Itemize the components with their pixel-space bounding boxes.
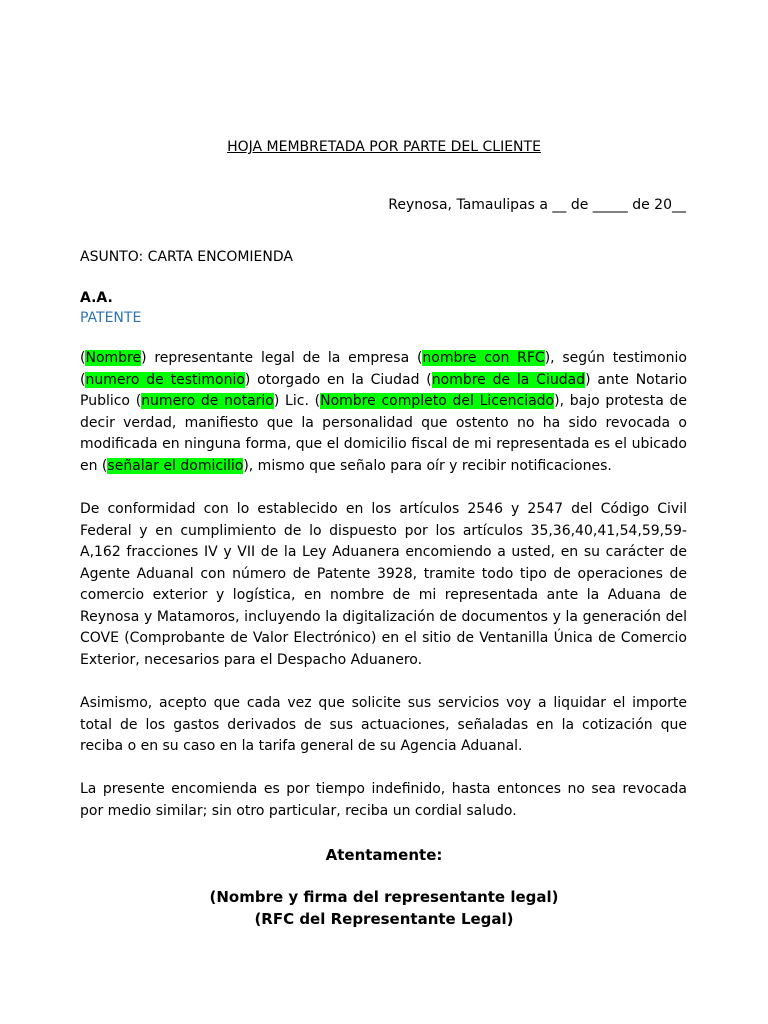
placeholder-numero-testimonio: numero de testimonio bbox=[85, 371, 245, 388]
date-line: Reynosa, Tamaulipas a __ de _____ de 20__ bbox=[388, 197, 686, 213]
placeholder-nombre-ciudad: nombre de la Ciudad bbox=[431, 371, 586, 388]
text-segment: ) ante Notario Publico ( bbox=[80, 371, 688, 409]
text-segment: ) Lic. ( bbox=[273, 393, 321, 409]
text-segment: ), según testimonio ( bbox=[80, 350, 687, 388]
placeholder-nombre-licenciado: Nombre completo del Licenciado bbox=[320, 393, 555, 409]
closing-salutation: Atentamente: bbox=[325, 846, 443, 864]
subject-line: ASUNTO: CARTA ENCOMIENDA bbox=[80, 249, 293, 265]
paragraph-legal-basis: De conformidad con lo establecido en los artículos 2546 y 2547 del Código Civil Federal y en cumplimiento de lo dispuesto por los artículos 35,36,40,41,54,59,59-A,162 fracciones IV y VII de la Ley Aduanera encomiendo a usted, en su carácter de Agente Aduanal con número de Patente 3928, tramite todo tipo de operaciones de comercio exterior y logística, en nombre de mi representada ante la Aduana de Reynosa y Matamoros, incluyendo la digitalización de documentos y la generación del COVE (Comprobante de Valor Electrónico) en el sitio de Ventanilla Única de Comercio Exterior, necesarios para el Despacho Aduanero. bbox=[80, 501, 687, 668]
signature-placeholder: (Nombre y firma del representante legal) bbox=[209, 888, 559, 906]
text-segment: ) otorgado en la Ciudad ( bbox=[244, 371, 432, 388]
placeholder-nombre: Nombre bbox=[85, 350, 142, 366]
text-segment: ), mismo que señalo para oír y recibir notificaciones. bbox=[243, 457, 612, 474]
rfc-placeholder: (RFC del Representante Legal) bbox=[254, 910, 514, 928]
letterhead-title: HOJA MEMBRETADA POR PARTE DEL CLIENTE bbox=[227, 139, 541, 155]
placeholder-numero-notario: numero de notario bbox=[141, 393, 274, 409]
paragraph-payment: Asimismo, acepto que cada vez que solicite sus servicios voy a liquidar el importe total de los gastos derivados de sus actuaciones, señaladas en la cotización que reciba o en su caso en la tarifa general de su Agencia Aduanal. bbox=[80, 695, 687, 754]
text-segment: ), bajo protesta de decir verdad, manifiesto que la personalidad que ostento no ha sido revocada o modificada en ninguna forma, que el domicilio fiscal de mi representada es el ubicado en ( bbox=[80, 393, 687, 474]
paragraph-validity: La presente encomienda es por tiempo indefinido, hasta entonces no sea revocada por medio similar; sin otro particular, reciba un cordial saludo. bbox=[80, 781, 687, 819]
placeholder-domicilio: señalar el domicilio bbox=[107, 457, 244, 474]
addressee-patente: PATENTE bbox=[80, 310, 142, 326]
text-segment: ( bbox=[80, 350, 86, 366]
placeholder-nombre-rfc: nombre con RFC bbox=[422, 350, 545, 366]
text-segment: ) representante legal de la empresa ( bbox=[141, 350, 423, 366]
paragraph-declaration bbox=[80, 348, 687, 477]
addressee-initials: A.A. bbox=[80, 290, 113, 306]
